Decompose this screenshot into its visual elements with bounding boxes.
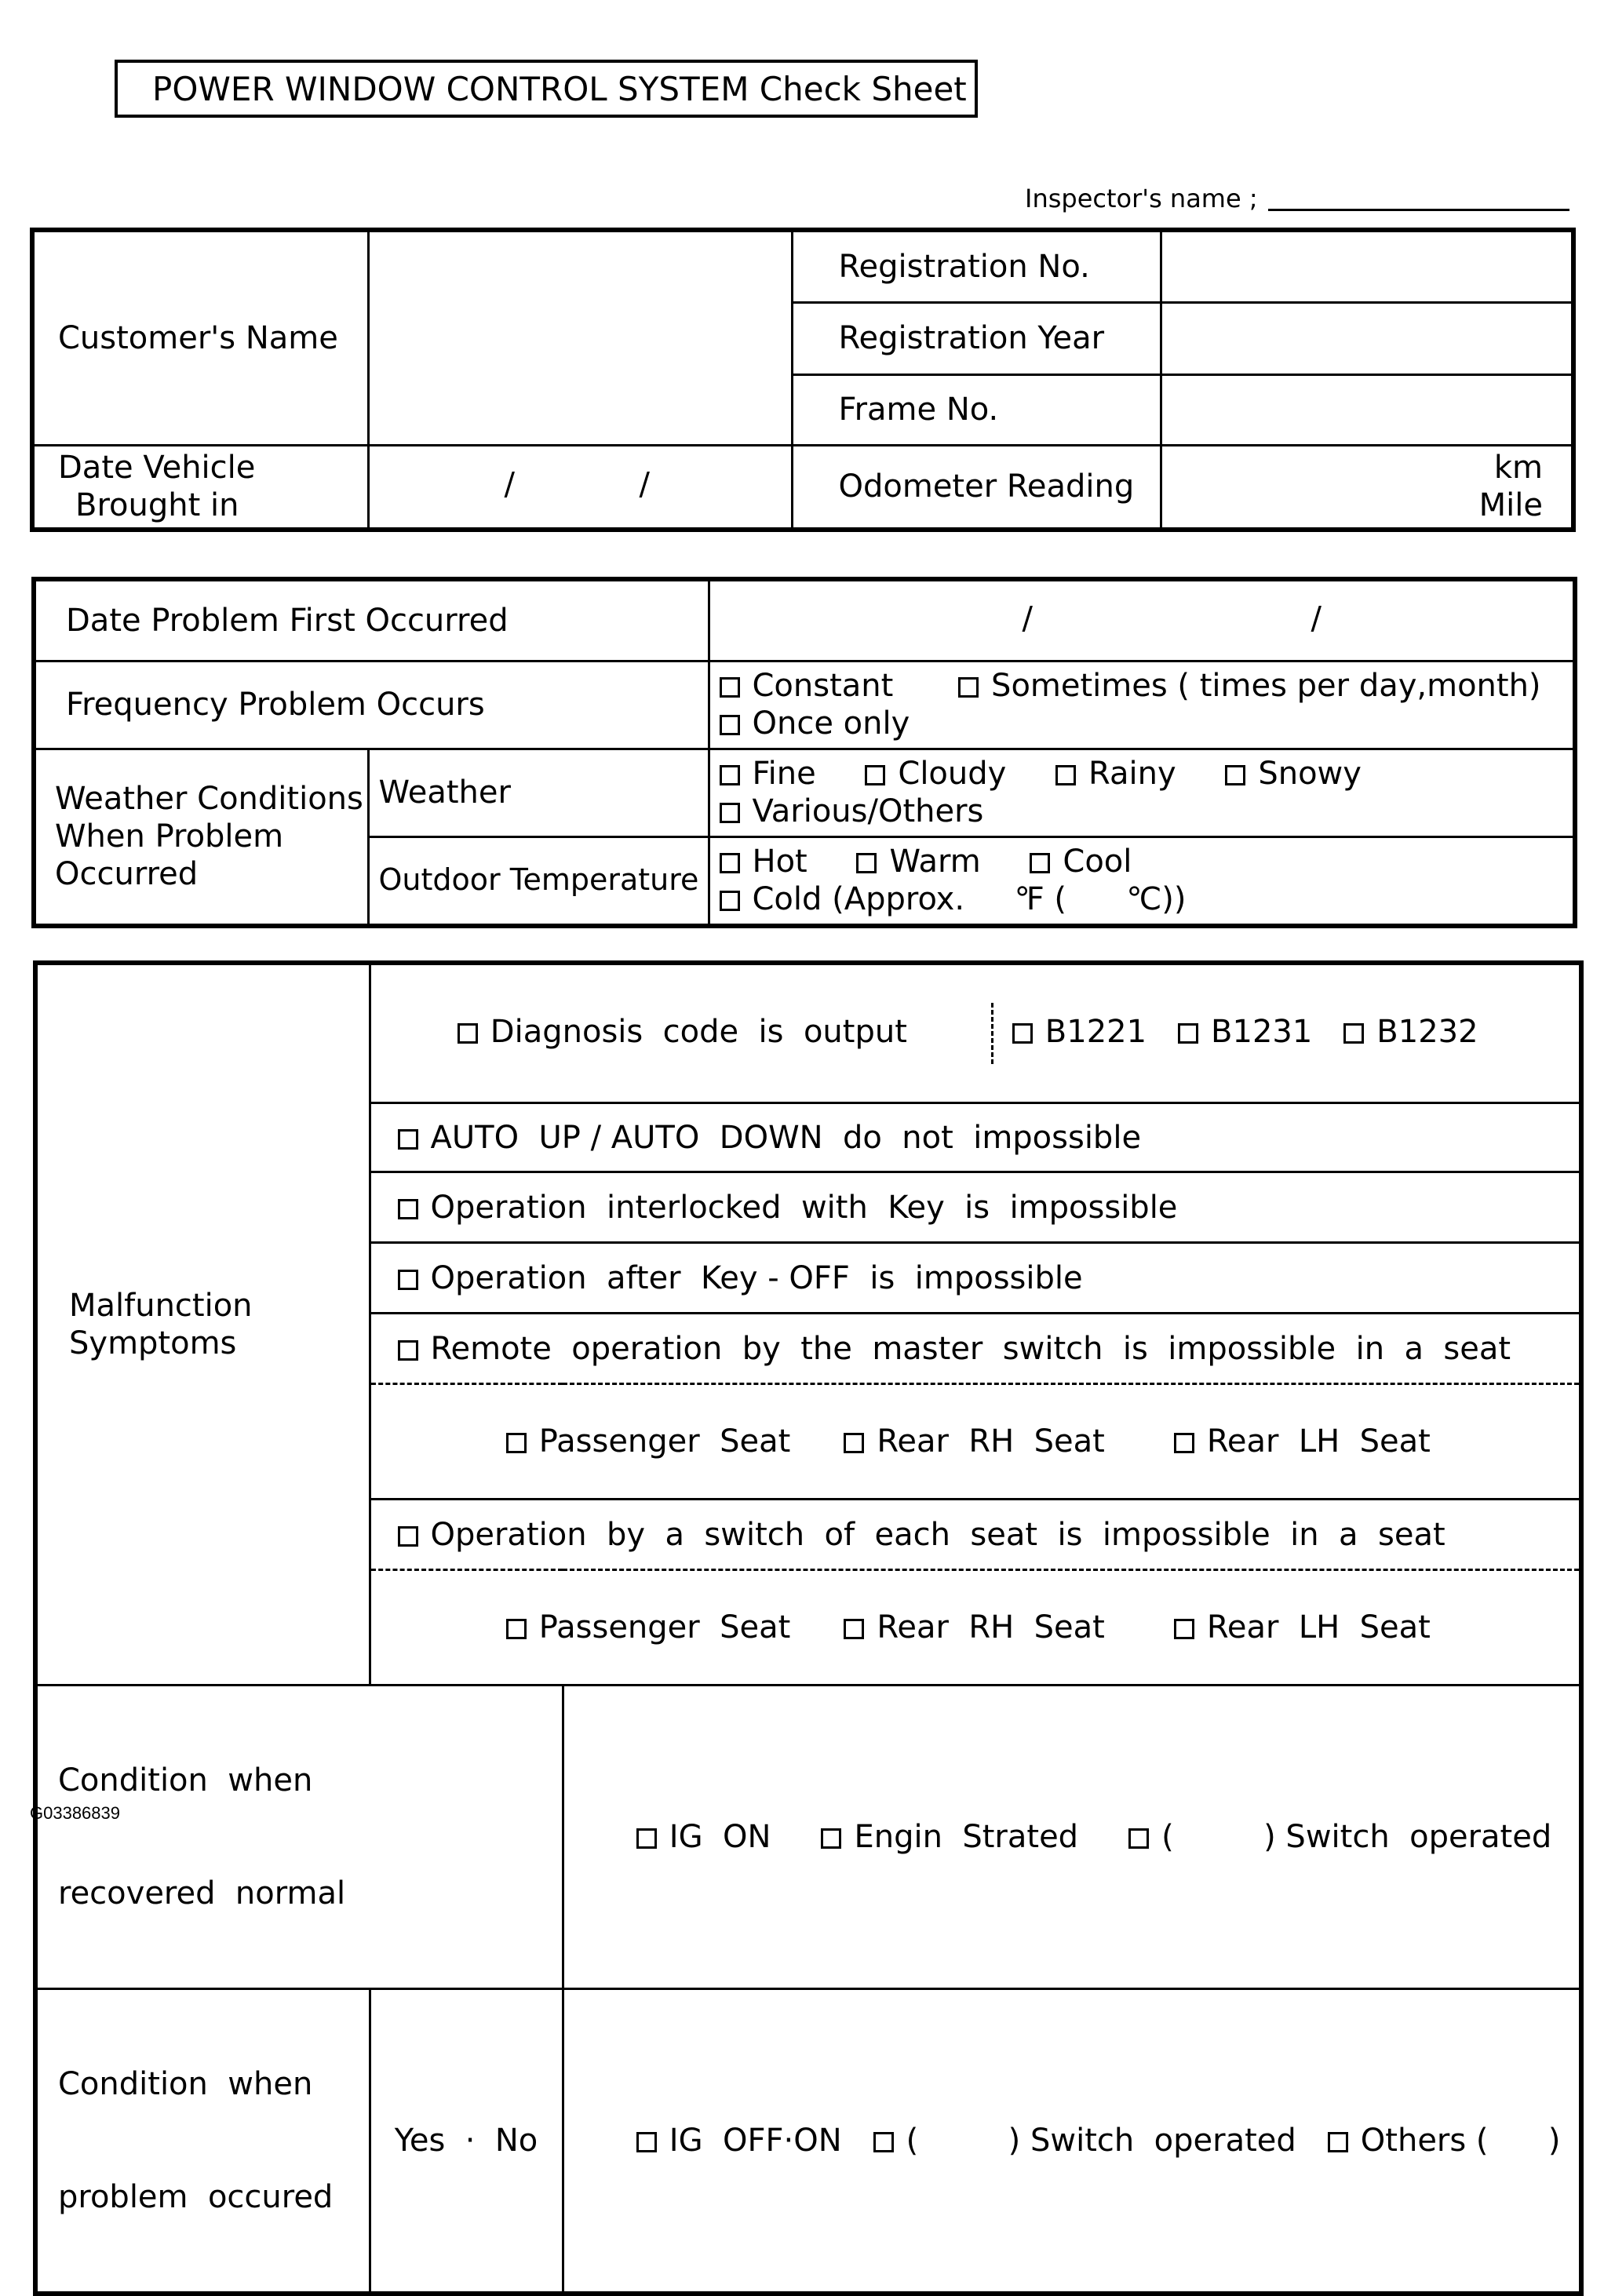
date-separator: / bbox=[1311, 600, 1322, 637]
each-rear-lh-seat[interactable]: Rear LH Seat bbox=[1174, 1609, 1431, 1646]
date-first-occurred-label: Date Problem First Occurred bbox=[34, 579, 709, 661]
checkbox-icon[interactable] bbox=[398, 1199, 418, 1219]
figure-id: G03386839 bbox=[30, 1803, 120, 1823]
outdoor-temp-label: Outdoor Temperature bbox=[368, 836, 709, 926]
auto-up-down-option[interactable]: AUTO UP / AUTO DOWN do not impossible bbox=[370, 1103, 1581, 1172]
remote-passenger-seat[interactable]: Passenger Seat bbox=[506, 1423, 791, 1460]
freq-constant-option[interactable]: Constant bbox=[720, 667, 894, 705]
checkbox-icon[interactable] bbox=[720, 853, 740, 873]
remote-seat-options bbox=[370, 1384, 1581, 1500]
malfunction-line2: Symptoms bbox=[69, 1325, 237, 1361]
registration-no-field[interactable] bbox=[1161, 230, 1573, 302]
dashed-divider bbox=[991, 1003, 993, 1064]
weather-label: Weather bbox=[368, 749, 709, 836]
date-brought-in-field[interactable] bbox=[368, 445, 792, 530]
checkbox-icon[interactable] bbox=[1012, 1023, 1033, 1044]
customer-name-label: Customer's Name bbox=[32, 230, 368, 445]
inspector-name-field[interactable] bbox=[1268, 209, 1569, 211]
recovered-line1: Condition when bbox=[58, 1762, 313, 1799]
weather-group-line3: Occurred bbox=[55, 856, 199, 893]
checkbox-icon[interactable] bbox=[398, 1340, 418, 1361]
checkbox-icon[interactable] bbox=[1128, 1828, 1149, 1849]
recovered-switch-option[interactable]: ( ) Switch operated bbox=[1128, 1818, 1551, 1856]
frame-no-field[interactable] bbox=[1161, 374, 1573, 445]
recovered-options bbox=[563, 1686, 1581, 1989]
malfunction-table bbox=[33, 960, 1584, 2296]
temp-cool-option[interactable]: Cool bbox=[1030, 843, 1132, 880]
checkbox-icon[interactable] bbox=[398, 1526, 418, 1547]
checkbox-icon[interactable] bbox=[1328, 2132, 1348, 2152]
checkbox-icon[interactable] bbox=[1030, 853, 1050, 873]
registration-year-field[interactable] bbox=[1161, 302, 1573, 374]
occurred-line2: problem occured bbox=[58, 2179, 334, 2215]
checkbox-icon[interactable] bbox=[856, 853, 877, 873]
occurred-ig-option[interactable]: IG OFF·ON bbox=[636, 2122, 842, 2159]
weather-rainy-option[interactable]: Rainy bbox=[1055, 755, 1176, 793]
checkbox-icon[interactable] bbox=[1174, 1619, 1194, 1639]
checkbox-icon[interactable] bbox=[873, 2132, 894, 2152]
checkbox-icon[interactable] bbox=[1055, 765, 1076, 785]
code-b1221-option[interactable]: B1221 bbox=[1012, 1013, 1147, 1051]
problem-info-table bbox=[31, 577, 1577, 928]
key-off-option[interactable]: Operation after Key - OFF is impossible bbox=[370, 1243, 1581, 1314]
checkbox-icon[interactable] bbox=[720, 715, 740, 735]
temp-hot-option[interactable]: Hot bbox=[720, 843, 808, 880]
weather-conditions-label bbox=[34, 749, 368, 926]
checkbox-icon[interactable] bbox=[844, 1619, 864, 1639]
checkbox-icon[interactable] bbox=[720, 765, 740, 785]
temp-warm-option[interactable]: Warm bbox=[856, 843, 980, 880]
weather-options bbox=[709, 749, 1575, 836]
remote-master-option[interactable]: Remote operation by the master switch is impossible in a seat bbox=[370, 1314, 1581, 1384]
each-seat-switch-option[interactable]: Operation by a switch of each seat is impossible in a seat bbox=[370, 1500, 1581, 1570]
frequency-options bbox=[709, 661, 1575, 749]
odometer-label: Odometer Reading bbox=[792, 445, 1161, 530]
date-brought-in-line1: Date Vehicle bbox=[58, 450, 256, 487]
checkbox-icon[interactable] bbox=[821, 1828, 841, 1849]
checkbox-icon[interactable] bbox=[636, 2132, 657, 2152]
inspector-name-label: Inspector's name ; bbox=[1025, 184, 1258, 213]
condition-recovered-label bbox=[35, 1686, 563, 1989]
freq-once-option[interactable]: Once only bbox=[720, 705, 910, 742]
checkbox-icon[interactable] bbox=[506, 1619, 527, 1639]
checkbox-icon[interactable] bbox=[1343, 1023, 1364, 1044]
each-passenger-seat[interactable]: Passenger Seat bbox=[506, 1609, 791, 1646]
checkbox-icon[interactable] bbox=[398, 1270, 418, 1290]
weather-group-line2: When Problem bbox=[55, 818, 284, 855]
each-rear-rh-seat[interactable]: Rear RH Seat bbox=[844, 1609, 1105, 1646]
malfunction-symptoms-label bbox=[35, 963, 370, 1686]
date-first-occurred-field[interactable] bbox=[709, 579, 1575, 661]
weather-group-line1: Weather Conditions bbox=[55, 781, 363, 818]
yes-no-choice[interactable]: Yes · No bbox=[370, 1989, 563, 2294]
occurred-switch-option[interactable]: ( ) Switch operated bbox=[873, 2122, 1296, 2159]
condition-occurred-label bbox=[35, 1989, 370, 2294]
frequency-label: Frequency Problem Occurs bbox=[34, 661, 709, 749]
checkbox-icon[interactable] bbox=[958, 677, 979, 698]
occurred-options bbox=[563, 1989, 1581, 2294]
weather-cloudy-option[interactable]: Cloudy bbox=[865, 755, 1006, 793]
checkbox-icon[interactable] bbox=[865, 765, 885, 785]
remote-rear-lh-seat[interactable]: Rear LH Seat bbox=[1174, 1423, 1431, 1460]
checkbox-icon[interactable] bbox=[1225, 765, 1245, 785]
code-b1232-option[interactable]: B1232 bbox=[1343, 1013, 1478, 1051]
weather-snowy-option[interactable]: Snowy bbox=[1225, 755, 1362, 793]
malfunction-line1: Malfunction bbox=[69, 1288, 253, 1324]
checkbox-icon[interactable] bbox=[458, 1023, 478, 1044]
customer-name-field[interactable] bbox=[368, 230, 792, 445]
registration-year-label: Registration Year bbox=[792, 302, 1161, 374]
odometer-field[interactable] bbox=[1161, 445, 1573, 530]
weather-various-option[interactable]: Various/Others bbox=[720, 793, 984, 830]
registration-no-label: Registration No. bbox=[792, 230, 1161, 302]
recovered-ig-on-option[interactable]: IG ON bbox=[636, 1818, 771, 1856]
checkbox-icon[interactable] bbox=[720, 803, 740, 823]
checkbox-icon[interactable] bbox=[720, 677, 740, 698]
freq-sometimes-option[interactable]: Sometimes ( times per day,month) bbox=[958, 667, 1541, 705]
form-title: POWER WINDOW CONTROL SYSTEM Check Sheet bbox=[115, 60, 978, 118]
checkbox-icon[interactable] bbox=[844, 1433, 864, 1453]
recovered-line2: recovered normal bbox=[58, 1875, 346, 1912]
date-separator: / bbox=[504, 466, 515, 503]
date-separator: / bbox=[639, 466, 650, 503]
vehicle-info-table bbox=[30, 228, 1576, 532]
date-brought-in-line2: Brought in bbox=[75, 487, 239, 524]
occurred-line1: Condition when bbox=[58, 2066, 313, 2102]
frame-no-label: Frame No. bbox=[792, 374, 1161, 445]
each-seat-options bbox=[370, 1570, 1581, 1686]
date-separator: / bbox=[1022, 600, 1033, 637]
code-b1231-option[interactable]: B1231 bbox=[1178, 1013, 1312, 1051]
odometer-unit-mile: Mile bbox=[1478, 487, 1543, 524]
occurred-others-option[interactable]: Others ( ) bbox=[1328, 2122, 1561, 2159]
recovered-engine-option[interactable]: Engin Strated bbox=[821, 1818, 1078, 1856]
checkbox-icon[interactable] bbox=[1174, 1433, 1194, 1453]
temp-cold-option[interactable]: Cold (Approx. ℉ ( ℃)) bbox=[720, 880, 1187, 918]
temperature-options bbox=[709, 836, 1575, 926]
date-brought-in-label bbox=[32, 445, 368, 530]
weather-fine-option[interactable]: Fine bbox=[720, 755, 816, 793]
checkbox-icon[interactable] bbox=[1178, 1023, 1198, 1044]
checkbox-icon[interactable] bbox=[636, 1828, 657, 1849]
checkbox-icon[interactable] bbox=[398, 1129, 418, 1150]
checkbox-icon[interactable] bbox=[720, 891, 740, 911]
remote-rear-rh-seat[interactable]: Rear RH Seat bbox=[844, 1423, 1105, 1460]
key-interlock-option[interactable]: Operation interlocked with Key is impossible bbox=[370, 1172, 1581, 1243]
diagnosis-code-row bbox=[370, 963, 1581, 1103]
odometer-unit-km: km bbox=[1493, 450, 1543, 487]
checkbox-icon[interactable] bbox=[506, 1433, 527, 1453]
diag-option[interactable]: Diagnosis code is output bbox=[458, 1013, 975, 1051]
